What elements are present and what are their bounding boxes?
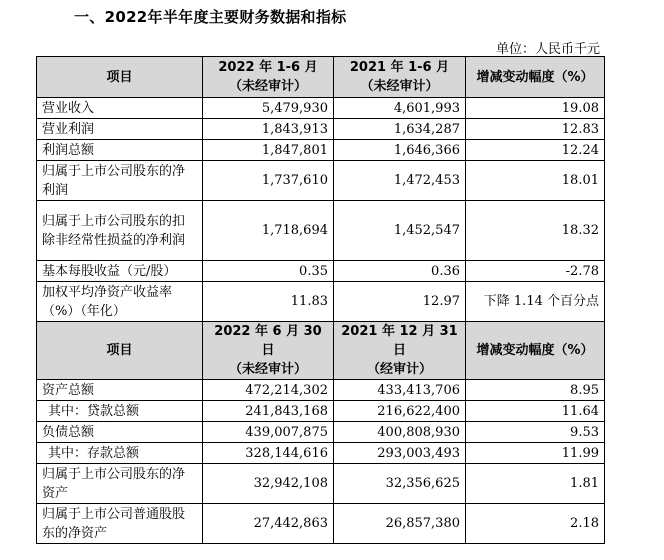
table2-header-item: 项目 [37,322,203,380]
row-value-2022: 241,843,168 [203,401,334,422]
row-value-2021: 293,003,493 [334,443,466,464]
row-change: 11.99 [466,443,605,464]
table-row [37,201,605,261]
table-row [37,161,605,201]
row-label: 基本每股收益（元/股） [37,261,203,282]
table1-header-row [37,57,605,98]
row-value-2021: 1,452,547 [334,201,466,261]
row-label: 营业收入 [37,98,203,119]
row-value-2021: 32,356,625 [334,464,466,504]
row-value-2022: 439,007,875 [203,422,334,443]
table-row [37,380,605,401]
row-change: 19.08 [466,98,605,119]
table1-header-item: 项目 [37,57,203,98]
row-label: 营业利润 [37,119,203,140]
row-value-2022: 1,737,610 [203,161,334,201]
row-change: 2.18 [466,504,605,544]
row-value-2022: 1,847,801 [203,140,334,161]
row-value-2022: 1,718,694 [203,201,334,261]
table-row [37,464,605,504]
row-label: 归属于上市公司股东的净利润 [37,161,203,201]
row-value-2021: 433,413,706 [334,380,466,401]
table1-header-col2-line2: （未经审计） [360,79,439,94]
row-value-2022: 11.83 [203,282,334,322]
row-change: 1.81 [466,464,605,504]
table2-header-col2-line1: 2021 年 12 月 31 日 [341,324,458,358]
table2-header-col1-line2: （未经审计） [228,362,307,377]
row-change: 12.24 [466,140,605,161]
unit-label: 单位：人民币千元 [495,42,600,57]
table-row [37,422,605,443]
table-row [37,443,605,464]
table-row [37,504,605,544]
table-row [37,98,605,119]
table1-header-col1-line1: 2022 年 1-6 月 [218,60,318,75]
row-change: 11.64 [466,401,605,422]
row-label: 其中：存款总额 [37,443,203,464]
row-label: 归属于上市公司普通股股东的净资产 [37,504,203,544]
row-value-2022: 0.35 [203,261,334,282]
row-value-2021: 400,808,930 [334,422,466,443]
row-value-2021: 1,634,287 [334,119,466,140]
row-value-2021: 4,601,993 [334,98,466,119]
row-change: 18.32 [466,201,605,261]
row-change: 12.83 [466,119,605,140]
row-change: 下降 1.14 个百分点 [466,282,605,322]
row-value-2021: 26,857,380 [334,504,466,544]
row-change: 8.95 [466,380,605,401]
row-value-2022: 32,942,108 [203,464,334,504]
table2-header-col2-line2: （经审计） [366,362,432,377]
financial-table [36,56,605,544]
row-label: 归属于上市公司股东的扣除非经常性损益的净利润 [37,201,203,261]
row-label: 归属于上市公司股东的净资产 [37,464,203,504]
row-value-2021: 1,472,453 [334,161,466,201]
row-change: 18.01 [466,161,605,201]
row-value-2022: 5,479,930 [203,98,334,119]
row-change: -2.78 [466,261,605,282]
table-row [37,140,605,161]
row-value-2022: 472,214,302 [203,380,334,401]
row-value-2021: 1,646,366 [334,140,466,161]
table-row [37,401,605,422]
section-title: 一、2022年半年度主要财务数据和指标 [74,8,347,26]
table-row [37,119,605,140]
table1-header-col1 [203,57,334,98]
table1-header-col2 [334,57,466,98]
row-value-2021: 12.97 [334,282,466,322]
row-value-2022: 1,843,913 [203,119,334,140]
table2-header-col2 [334,322,466,380]
row-label: 资产总额 [37,380,203,401]
row-value-2022: 328,144,616 [203,443,334,464]
table-row [37,261,605,282]
table1-header-col2-line1: 2021 年 1-6 月 [349,60,450,75]
row-label: 其中：贷款总额 [37,401,203,422]
table1-header-col3: 增减变动幅度（%） [466,57,605,98]
table2-header-row [37,322,605,380]
table2-header-col3: 增减变动幅度（%） [466,322,605,380]
table2-header-col1 [203,322,334,380]
row-value-2021: 216,622,400 [334,401,466,422]
row-label: 负债总额 [37,422,203,443]
row-value-2021: 0.36 [334,261,466,282]
row-label: 加权平均净资产收益率（%）（年化） [37,282,203,322]
row-change: 9.53 [466,422,605,443]
row-label: 利润总额 [37,140,203,161]
table-row [37,282,605,322]
table1-header-col1-line2: （未经审计） [228,79,307,94]
row-value-2022: 27,442,863 [203,504,334,544]
table2-header-col1-line1: 2022 年 6 月 30 日 [214,324,322,358]
